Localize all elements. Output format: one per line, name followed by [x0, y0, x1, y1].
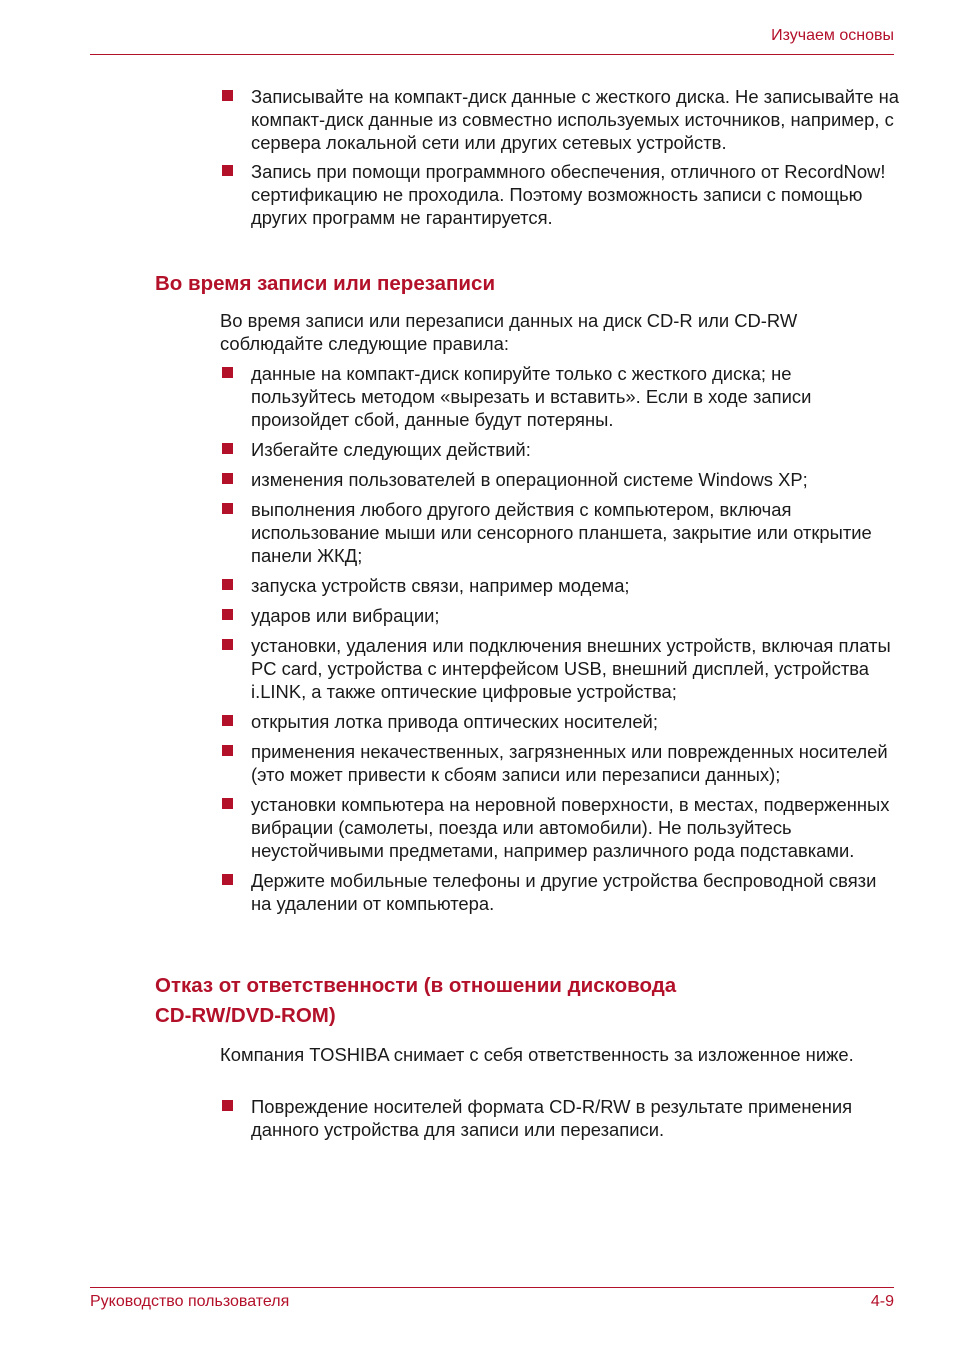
page-number: 4-9 [870, 1293, 894, 1310]
bullet-square-icon [222, 745, 233, 756]
bullet-list-intro [220, 85, 900, 229]
section-heading-recording: Во время записи или перезаписи [155, 272, 496, 295]
list-item: установки компьютера на неровной поверхности, в местах, подверженных вибрации (самолеты, поезда или автомобили). Не пользуйтесь неустойчивыми предметами, например различного рода подставками. [220, 793, 900, 862]
section-heading-disclaimer [155, 971, 676, 1031]
list-item: запуска устройств связи, например модема; [220, 574, 900, 597]
bullet-square-icon [222, 473, 233, 484]
bullet-square-icon [222, 1100, 233, 1111]
bullet-square-icon [222, 367, 233, 378]
list-item: открытия лотка привода оптических носителей; [220, 710, 900, 733]
footer-manual-title: Руководство пользователя [90, 1293, 290, 1310]
bullet-square-icon [222, 165, 233, 176]
section-heading-line: Отказ от ответственности (в отношении дисковода [155, 974, 677, 997]
list-item: Избегайте следующих действий: [220, 438, 900, 461]
list-item: установки, удаления или подключения внешних устройств, включая платы PC card, устройства с интерфейсом USB, внешний дисплей, устройства i.LINK, а также оптические цифровые устройства; [220, 634, 900, 703]
footer-rule [90, 1287, 894, 1288]
list-item: Держите мобильные телефоны и другие устройства беспроводной связи на удалении от компьютера. [220, 869, 900, 915]
bullet-square-icon [222, 443, 233, 454]
section-heading-line: CD-RW/DVD-ROM) [155, 1004, 336, 1027]
bullet-square-icon [222, 639, 233, 650]
section-intro-recording: Во время записи или перезаписи данных на диск CD-R или CD-RW соблюдайте следующие правила: [220, 310, 798, 354]
list-item: выполнения любого другого действия с компьютером, включая использование мыши или сенсорного планшета, закрытие или открытие панели ЖКД; [220, 498, 900, 567]
bullet-square-icon [222, 90, 233, 101]
list-item: Запись при помощи программного обеспечения, отличного от RecordNow! сертификацию не проходила. Поэтому возможность записи с помощью других программ не гарантируется. [220, 160, 900, 229]
bullet-square-icon [222, 609, 233, 620]
list-item: изменения пользователей в операционной системе Windows XP; [220, 468, 900, 491]
list-item: данные на компакт-диск копируйте только с жесткого диска; не пользуйтесь методом «вырезать и вставить». Если в ходе записи произойдет сбой, данные будут потеряны. [220, 362, 900, 431]
section-intro-disclaimer: Компания TOSHIBA снимает с себя ответственность за изложенное ниже. [220, 1044, 854, 1065]
header-rule [90, 54, 894, 55]
list-item: ударов или вибрации; [220, 604, 900, 627]
list-item: применения некачественных, загрязненных или поврежденных носителей (это может привести к сбоям записи или перезаписи данных); [220, 740, 900, 786]
bullet-square-icon [222, 579, 233, 590]
bullet-square-icon [222, 503, 233, 514]
bullet-square-icon [222, 715, 233, 726]
bullet-square-icon [222, 798, 233, 809]
list-item: Записывайте на компакт-диск данные с жесткого диска. Не записывайте на компакт-диск данные из совместно используемых источников, например, с сервера локальной сети или других сетевых устройств. [220, 85, 900, 154]
page-header-title: Изучаем основы [771, 27, 894, 44]
bullet-list-disclaimer [220, 1095, 900, 1141]
bullet-square-icon [222, 874, 233, 885]
bullet-list-recording [220, 362, 900, 915]
list-item: Повреждение носителей формата CD-R/RW в результате применения данного устройства для записи или перезаписи. [220, 1095, 900, 1141]
